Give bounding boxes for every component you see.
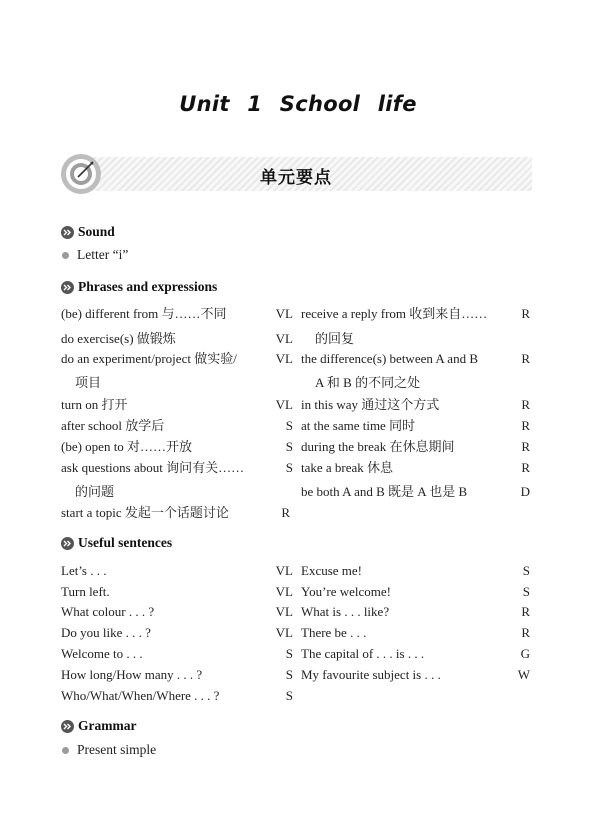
phrase-text: receive a reply from 收到来自…… [301,306,488,321]
phrase-row [61,375,293,391]
phrase-code: S [285,460,293,475]
phrase-row [301,306,530,322]
sentence-row [301,667,530,683]
sentence-row [61,584,293,600]
sentence-text: How long/How many . . . ? [61,667,203,682]
phrase-code: S [285,418,293,433]
sentence-row [301,625,530,641]
phrase-code: R [521,306,530,321]
sentence-code: G [520,646,530,661]
phrase-code: R [281,505,290,520]
phrase-row [61,505,290,521]
double-chevron-icon [61,281,74,294]
phrase-code: R [521,351,530,366]
sentence-row [301,584,530,600]
phrase-code: VL [275,351,293,366]
sentence-code: S [285,688,293,703]
sentence-code: R [521,604,530,619]
phrase-text: do an experiment/project 做实验/ [61,351,237,366]
heading-sound-label: Sound [78,224,115,239]
sentence-text: Turn left. [61,584,110,599]
heading-phrases [61,279,217,295]
sentence-text: Do you like . . . ? [61,625,151,640]
unit-title: Unit 1 School life [179,92,417,116]
heading-sound [61,224,115,240]
phrase-text: turn on 打开 [61,397,128,412]
sentence-row [61,646,293,662]
phrase-text: (be) open to 对……开放 [61,439,193,454]
phrase-row [61,351,293,367]
heading-grammar [61,718,136,734]
sentence-row [61,604,293,620]
phrase-text: 项目 [75,375,102,390]
sentence-text: Excuse me! [301,563,363,578]
phrase-row [301,484,530,500]
bullet-dot-icon [62,252,69,259]
sentence-code: R [521,625,530,640]
phrase-row [301,397,530,413]
sentence-row [301,646,530,662]
phrase-text: A 和 B 的不同之处 [315,375,421,390]
sentence-row [61,688,293,704]
sentence-text: There be . . . [301,625,367,640]
sentence-text: What is . . . like? [301,604,390,619]
sentence-text: My favourite subject is . . . [301,667,441,682]
sentence-code: S [285,646,293,661]
phrase-row [61,460,293,476]
sentence-code: W [517,667,530,682]
phrase-text: (be) different from 与……不同 [61,306,227,321]
double-chevron-icon [61,720,74,733]
bullet-dot-icon [62,747,69,754]
phrase-text: 的问题 [75,484,115,499]
sentence-row [61,667,293,683]
phrase-text: be both A and B 既是 A 也是 B [301,484,468,499]
phrase-text: the difference(s) between A and B [301,351,478,366]
heading-grammar-label: Grammar [78,718,137,733]
section-banner [60,153,532,195]
sentence-code: VL [275,584,293,599]
bullet-grammar [62,742,156,758]
bullet-grammar-text: Present simple [77,742,157,757]
heading-sentences [61,535,172,551]
double-chevron-icon [61,537,74,550]
sentence-code: VL [275,563,293,578]
phrase-row [301,460,530,476]
phrase-row [301,439,530,455]
phrase-code: D [520,484,530,499]
phrase-code: R [521,418,530,433]
sentence-row [301,604,530,620]
phrase-text: do exercise(s) 做锻炼 [61,331,176,346]
sentence-text: You’re welcome! [301,584,392,599]
double-chevron-icon [61,226,74,239]
phrase-text: start a topic 发起一个话题讨论 [61,505,229,520]
phrase-code: R [521,439,530,454]
sentence-code: S [522,563,530,578]
sentence-code: S [285,667,293,682]
phrase-code: VL [275,397,293,412]
phrase-row [61,331,293,347]
sentence-code: VL [275,625,293,640]
phrase-code: VL [275,331,293,346]
sentence-row [301,563,530,579]
heading-phrases-label: Phrases and expressions [78,279,218,294]
phrase-row [301,418,530,434]
phrase-row [61,439,293,455]
heading-sentences-label: Useful sentences [78,535,173,550]
sentence-row [61,625,293,641]
phrase-row [61,418,293,434]
sentence-row [61,563,293,579]
bullet-sound [62,247,128,263]
phrase-row [61,397,293,413]
phrase-text: at the same time 同时 [301,418,416,433]
phrase-row [61,484,293,500]
phrase-row [61,306,293,322]
sentence-text: What colour . . . ? [61,604,155,619]
sentence-text: Let’s . . . [61,563,107,578]
phrase-code: R [521,460,530,475]
phrase-text: take a break 休息 [301,460,394,475]
phrase-row [301,375,530,391]
phrase-code: VL [275,306,293,321]
sentence-text: Who/What/When/Where . . . ? [61,688,220,703]
bullet-sound-text: Letter “i” [77,247,129,262]
sentence-code: S [522,584,530,599]
phrase-code: S [285,439,293,454]
phrase-text: after school 放学后 [61,418,165,433]
phrase-code: R [521,397,530,412]
sentence-text: The capital of . . . is . . . [301,646,425,661]
phrase-text: in this way 通过这个方式 [301,397,440,412]
phrase-text: 的回复 [315,331,355,346]
phrase-text: during the break 在休息期间 [301,439,455,454]
sentence-text: Welcome to . . . [61,646,143,661]
phrase-row [301,331,530,347]
banner-title: 单元要点 [260,168,332,187]
phrase-row [301,351,530,367]
phrase-text: ask questions about 询问有关…… [61,460,245,475]
sentence-code: VL [275,604,293,619]
